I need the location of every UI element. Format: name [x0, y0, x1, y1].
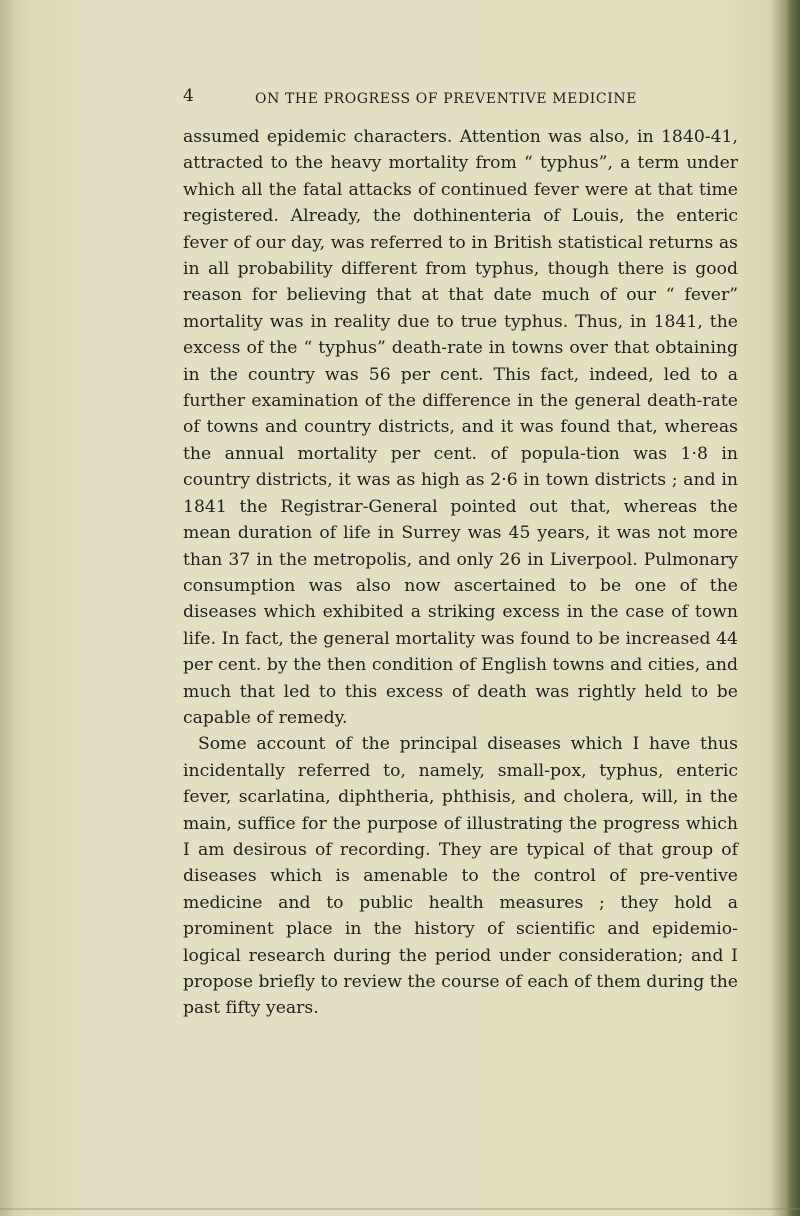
paragraph-2: Some account of the principal diseases which I have thus incidentally referred to, namely, small-pox, typhus, enteric fever, scarlatina, diphtheria, phthisis, and cholera, will, in the main, suffice for the purpose of illustrating the progress which I am desirous of recording. They are typical of that group of diseases which is amenable to the control of pre-ventive medicine and to public health measures ; they hold a prominent place in the history of scientific and epidemio-logical research during the period under consideration; and I propose briefly to review the course of each of them during the past fifty years.	[183, 734, 738, 1019]
page-left-shadow	[0, 0, 14, 1216]
paragraph-1: assumed epidemic characters. Attention was also, in 1840-41, attracted to the heavy mortality from “ typhus”, a term under which all the fatal attacks of continued fever were at that time registered. Already, the dothinenteria of Louis, the enteric fever of our day, was referred to in British statistical returns as in all probability different from typhus, though there is good reason for believing that at that date much of our “ fever” mortality was in reality due to true typhus. Thus, in 1841, the excess of the “ typhus” death-rate in towns over that obtaining in the country was 56 per cent. This fact, indeed, led to a further examination of the difference in the general death-rate of towns and country districts, and it was found that, whereas the annual mortality per cent. of popula-tion was 1·8 in country districts, it was as high as 2·6 in town districts ; and in 1841 the Registrar-General pointed out that, whereas the mean duration of life in Surrey was 45 years, it was not more than 37 in the metropolis, and only 26 in Liverpool. Pulmonary consumption was also now ascertained to be one of the diseases which exhibited a striking excess in the case of town life. In fact, the general mortality was found to be increased 44 per cent. by the then condition of English towns and cities, and much that led to this excess of death was rightly held to be capable of remedy.	[183, 127, 738, 728]
running-head: ON THE PROGRESS OF PREVENTIVE MEDICINE	[255, 91, 638, 107]
page-number: 4	[183, 86, 194, 106]
page-right-edge	[786, 0, 800, 1216]
page-bottom-edge	[0, 1208, 800, 1210]
body-text	[183, 124, 738, 1022]
page-header	[0, 86, 800, 110]
